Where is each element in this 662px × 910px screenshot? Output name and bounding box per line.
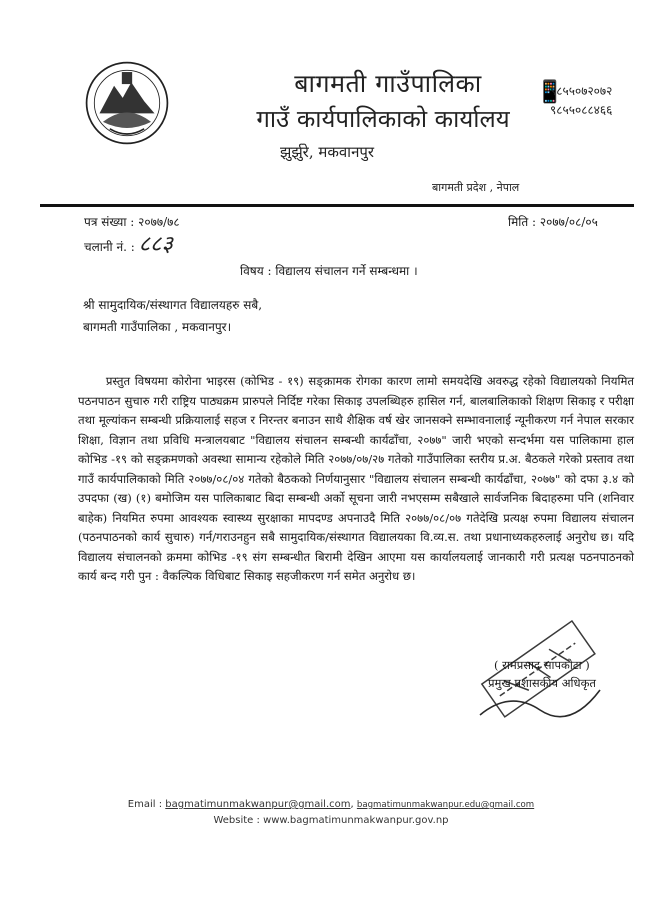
province: बागमती प्रदेश , नेपाल: [432, 181, 520, 194]
chalani-label: चलानी नं.: [84, 240, 127, 254]
letter-body: प्रस्तुत विषयमा कोरोना भाइरस (कोभिड - १९) सङ्क्रामक रोगका कारण लामो समयदेखि अवरुद्ध रहेको विद्यालयको नियमित पठनपाठन सुचारु गरी राष्ट्रिय पाठ्यक्रम प्रारुपले निर्दिष्ट गरेका सिकाइ उपलब्धिहरु हासिल गर्न, बालबालिकाको शिक्षण सिकाइ र परीक्षा तथा मूल्यांकन सम्बन्धी प्रक्रियालाई सहज र निरन्तर बनाउन साथै शैक्षिक वर्ष खेर जानसक्ने सम्भावनालाई न्यूनीकरण गर्न नेपाल सरकार शिक्षा, विज्ञान तथा प्रविधि मन्त्रालयबाट "विद्यालय संचालन सम्बन्धी कार्यढाँचा, २०७७" जारी भएको सन्दर्भमा यस पालिकामा हाल कोभिड -१९ को सङ्क्रमणको अवस्था सामान्य रहेकोले मिति २०७७/०७/२७ गतेको गाउँपालिका स्तरीय प्र.अ. बैठकले गरेको प्रस्ताव तथा गाउँ कार्यपालिकाको मिति २०७७/०८/०४ गतेको बैठकको निर्णयानुसार "विद्यालय संचालन सम्बन्धी कार्यढाँचा, २०७७" को दफा ३.४ को उपदफा (ख) (१) बमोजिम यस पालिकाबाट बिदा सम्बन्धी अर्को सूचना जारी नभएसम्म सबैखाले सार्वजनिक बिदाहरुमा पनि (शनिवार बाहेक) नियमित रुपमा आवश्यक स्वास्थ्य सुरक्षाका मापदण्ड अपनाउदै मिति २०७७/०८/०७ गतेदेखि प्रत्यक्ष रुपमा विद्यालय संचालन (पठनपाठनको कार्य सुचारु) गर्न/गराउनहुन सबै सामुदायिक/संस्थागत विद्यालयका वि.व्य.स. तथा प्रधानाध्यकहरुलाई अनुरोध छ। यदि विद्यालय संचालनको क्रममा कोभिड -१९ संग सम्बन्धीत बिरामी देखिन आएमा यस कार्यालयलाई जानकारी गरी प्रत्यक्ष पठनपाठनको कार्य बन्द गरी पुन : वैकल्पिक विधिबाट सिकाइ सहजीकरण गर्न समेत अनुरोध छ।: [78, 374, 634, 583]
date-label: मिति: [508, 215, 529, 229]
addressee-line: बागमती गाउँपालिका , मकवानपुर।: [83, 320, 232, 334]
footer: [0, 797, 662, 828]
phone-icon: 📱: [536, 80, 564, 105]
footer-website: [0, 813, 662, 828]
phone-number: ९८५५०७२०७२: [550, 84, 613, 98]
website-link[interactable]: www.bagmatimunmakwanpur.gov.np: [263, 815, 449, 826]
ref-label: पत्र संख्या: [84, 215, 127, 229]
header-divider: [40, 204, 634, 207]
office-address: झुर्झुरे, मकवानपुर: [280, 143, 375, 161]
email-label: Email :: [127, 799, 163, 810]
chalani-number: चलानी नं. : ८८३: [84, 232, 173, 257]
subject-label: विषय: [240, 264, 264, 278]
date-value: २०७७/०८/०५: [539, 215, 598, 229]
subject-text: विद्यालय संचालन गर्ने सम्बन्धमा ।: [275, 264, 418, 278]
footer-email: Email : bagmatimunmakwanpur@gmail.com, bagmatimunmakwanpur.edu@gmail.com: [127, 799, 535, 810]
chalani-value: ८८३: [138, 232, 173, 257]
email-link-primary[interactable]: bagmatimunmakwanpur@gmail.com: [165, 799, 351, 810]
letter-date: मिति : २०७७/०८/०५: [508, 215, 598, 229]
signatory-title: प्रमुख प्रशासकीय अधिकृत: [488, 676, 596, 690]
subject-line: विषय : विद्यालय संचालन गर्ने सम्बन्धमा ।: [240, 264, 418, 278]
addressee-line: श्री सामुदायिक/संस्थागत विद्यालयहरु सबै,: [83, 298, 263, 312]
org-name: बागमती गाउँपालिका: [294, 69, 482, 98]
government-emblem-icon: [84, 60, 170, 146]
office-name: गाउँ कार्यपालिकाको कार्यालय: [256, 105, 510, 133]
phone-number: ९८५५०८८४६६: [550, 103, 613, 117]
phone-list: [550, 82, 612, 120]
website-label: Website :: [213, 815, 260, 826]
signatory-name: ( रामप्रसाद सापकोटा ): [494, 658, 590, 672]
ref-value: २०७७/७८: [138, 215, 180, 229]
addressee: [83, 294, 262, 338]
ref-number: पत्र संख्या : २०७७/७८: [84, 215, 180, 229]
email-link-education[interactable]: bagmatimunmakwanpur.edu@gmail.com: [356, 800, 535, 810]
